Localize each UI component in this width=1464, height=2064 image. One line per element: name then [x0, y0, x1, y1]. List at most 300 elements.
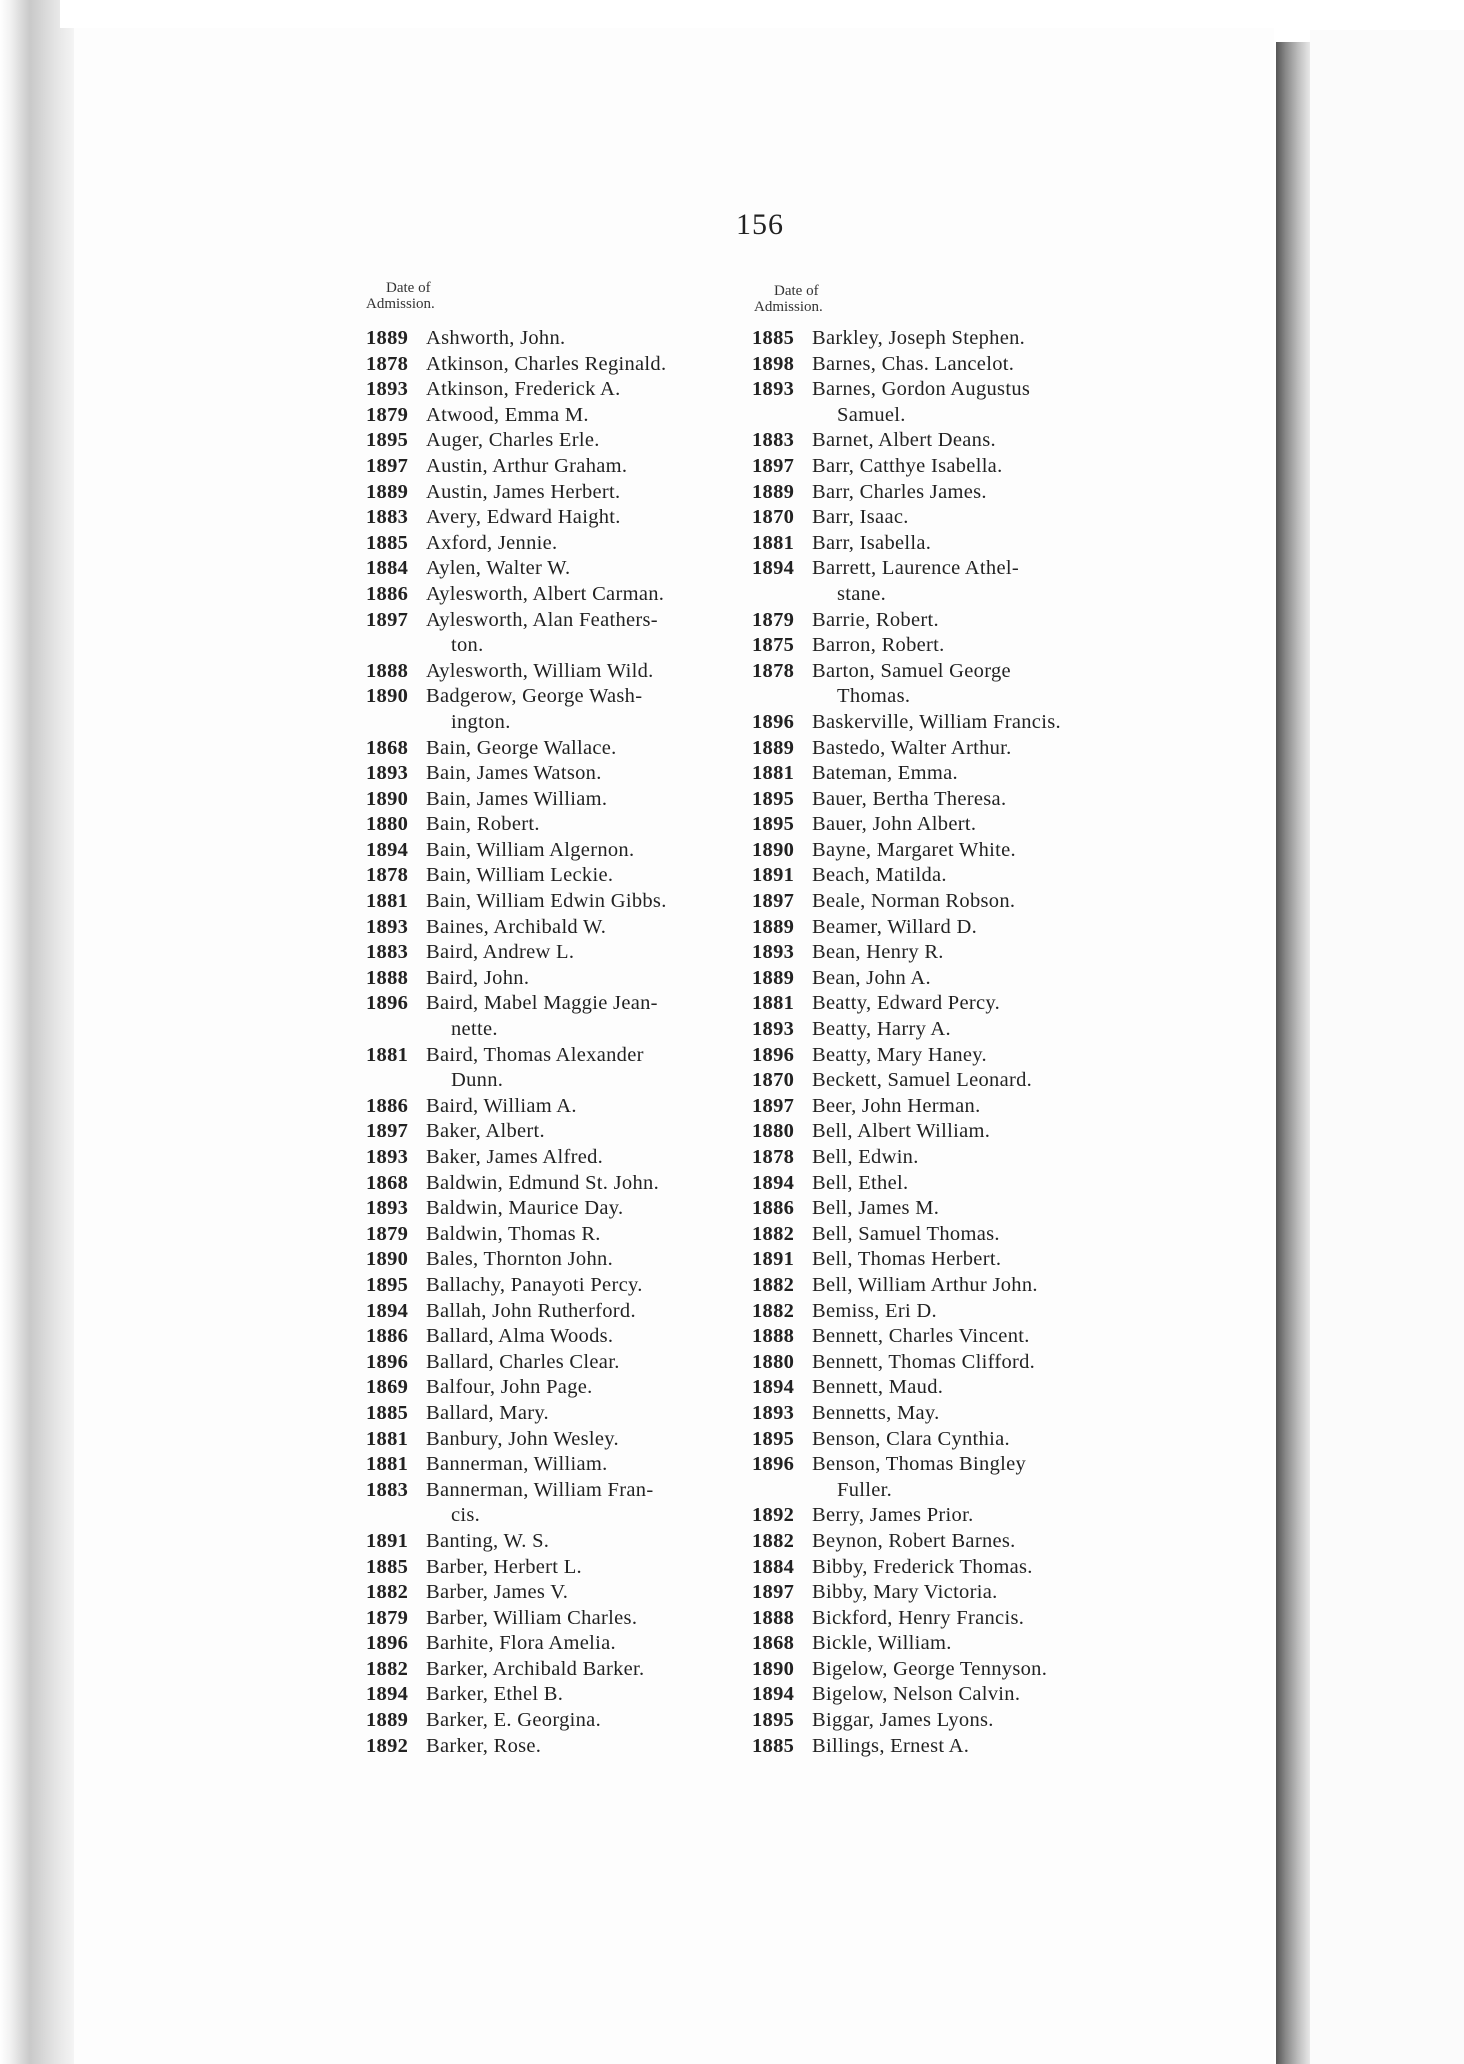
admission-year: 1895	[366, 1273, 409, 1296]
admission-year: 1893	[366, 1197, 409, 1220]
admission-year: 1894	[366, 838, 409, 861]
admission-year: 1885	[366, 531, 409, 554]
admission-year: 1889	[752, 966, 795, 989]
list-item	[752, 1682, 1142, 1708]
list-item	[366, 1043, 756, 1069]
member-name: Beach, Matilda.	[812, 864, 947, 887]
list-item	[752, 608, 1142, 634]
member-name: Baldwin, Maurice Day.	[426, 1197, 624, 1220]
member-name: Bennett, Charles Vincent.	[812, 1325, 1030, 1348]
member-name: Barhite, Flora Amelia.	[426, 1632, 616, 1655]
member-name: Bigelow, Nelson Calvin.	[812, 1683, 1021, 1706]
admission-year: 1895	[752, 1427, 795, 1450]
member-name: Bales, Thornton John.	[426, 1248, 613, 1271]
list-item	[366, 505, 756, 531]
member-name: Baird, Mabel Maggie Jean-	[426, 992, 658, 1015]
list-item	[366, 428, 756, 454]
member-name: Aylesworth, Albert Carman.	[426, 582, 665, 605]
admission-year: 1878	[752, 659, 795, 682]
list-item	[752, 1427, 1142, 1453]
admission-year: 1891	[752, 1248, 795, 1271]
member-name: Beer, John Herman.	[812, 1094, 981, 1117]
admission-year: 1880	[752, 1350, 795, 1373]
admission-year: 1893	[366, 378, 409, 401]
admission-year: 1886	[366, 1325, 409, 1348]
list-item	[752, 1503, 1142, 1529]
admission-year: 1882	[366, 1657, 409, 1680]
member-name: Atkinson, Frederick A.	[426, 378, 621, 401]
admission-year: 1894	[752, 1376, 795, 1399]
list-item	[752, 1734, 1142, 1760]
list-item	[752, 1222, 1142, 1248]
admission-year: 1888	[366, 966, 409, 989]
list-item	[366, 1299, 756, 1325]
list-item	[752, 480, 1142, 506]
admission-year: 1896	[366, 1632, 409, 1655]
admission-year: 1891	[366, 1529, 409, 1552]
admission-year: 1870	[752, 1069, 795, 1092]
list-item	[752, 838, 1142, 864]
admission-year: 1881	[366, 1453, 409, 1476]
list-item	[366, 787, 756, 813]
admission-year: 1895	[366, 429, 409, 452]
admission-year: 1897	[752, 454, 795, 477]
list-item	[752, 1555, 1142, 1581]
list-item	[366, 761, 756, 787]
member-name: Bastedo, Walter Arthur.	[812, 736, 1012, 759]
admission-year: 1868	[752, 1632, 795, 1655]
member-name: Bain, William Edwin Gibbs.	[426, 890, 667, 913]
member-name: Barnes, Chas. Lancelot.	[812, 352, 1015, 375]
list-item	[366, 1631, 756, 1657]
admission-year: 1882	[752, 1273, 795, 1296]
admission-year: 1894	[752, 1171, 795, 1194]
list-item	[752, 940, 1142, 966]
list-item	[752, 1119, 1142, 1145]
admission-year: 1897	[366, 608, 409, 631]
admission-year: 1893	[752, 1401, 795, 1424]
list-item	[366, 1682, 756, 1708]
list-item	[752, 1401, 1142, 1427]
list-item	[752, 787, 1142, 813]
list-item	[366, 1196, 756, 1222]
admission-year: 1890	[366, 787, 409, 810]
list-item	[366, 1580, 756, 1606]
admission-year: 1894	[366, 1683, 409, 1706]
list-item	[366, 812, 756, 838]
admission-year: 1885	[752, 1734, 795, 1757]
admission-year: 1897	[752, 1581, 795, 1604]
member-name: Ballard, Mary.	[426, 1401, 549, 1424]
list-item	[752, 633, 1142, 659]
list-item	[752, 966, 1142, 992]
member-name: Baldwin, Thomas R.	[426, 1222, 601, 1245]
list-item	[366, 1401, 756, 1427]
admission-year: 1880	[366, 813, 409, 836]
admission-year: 1886	[752, 1197, 795, 1220]
member-name: Bauer, Bertha Theresa.	[812, 787, 1007, 810]
list-item	[752, 377, 1142, 403]
member-name-continuation: cis.	[451, 1504, 481, 1527]
member-name: Beatty, Edward Percy.	[812, 992, 1001, 1015]
list-item	[752, 915, 1142, 941]
list-item	[752, 1529, 1142, 1555]
list-item	[366, 1734, 756, 1760]
member-name: Aylen, Walter W.	[426, 557, 571, 580]
list-item	[752, 1350, 1142, 1376]
list-item	[752, 556, 1142, 582]
list-item	[366, 531, 756, 557]
list-item	[752, 1375, 1142, 1401]
member-name: Barnes, Gordon Augustus	[812, 378, 1031, 401]
member-name: Beynon, Robert Barnes.	[812, 1529, 1016, 1552]
member-name: Axford, Jennie.	[426, 531, 558, 554]
admission-year: 1882	[752, 1529, 795, 1552]
list-item	[366, 1427, 756, 1453]
admission-year: 1895	[752, 1709, 795, 1732]
member-name: Bibby, Mary Victoria.	[812, 1581, 998, 1604]
list-item	[366, 556, 756, 582]
member-name: Benson, Thomas Bingley	[812, 1453, 1027, 1476]
list-item	[366, 1375, 756, 1401]
member-name-continuation: Dunn.	[451, 1069, 504, 1092]
list-item	[366, 1452, 756, 1478]
list-item	[752, 1452, 1142, 1478]
admission-year: 1892	[752, 1504, 795, 1527]
member-name: Bayne, Margaret White.	[812, 838, 1016, 861]
list-item	[366, 991, 756, 1017]
list-item	[366, 582, 756, 608]
list-item	[366, 736, 756, 762]
column-header-right	[754, 283, 823, 315]
admission-year: 1878	[366, 352, 409, 375]
list-item	[752, 1324, 1142, 1350]
list-item	[366, 1119, 756, 1145]
list-item	[752, 1145, 1142, 1171]
admission-year: 1892	[366, 1734, 409, 1757]
member-name: Billings, Ernest A.	[812, 1734, 970, 1757]
member-name: Baird, William A.	[426, 1094, 577, 1117]
admission-year: 1898	[752, 352, 795, 375]
admission-year: 1894	[752, 557, 795, 580]
list-item	[366, 966, 756, 992]
admission-year: 1894	[752, 1683, 795, 1706]
member-name: Bannerman, William.	[426, 1453, 608, 1476]
admission-year: 1893	[752, 378, 795, 401]
member-name: Bell, Samuel Thomas.	[812, 1222, 1000, 1245]
admission-year: 1878	[366, 864, 409, 887]
list-item	[752, 1299, 1142, 1325]
member-name: Austin, James Herbert.	[426, 480, 621, 503]
facing-page	[1310, 30, 1464, 2064]
admission-year: 1868	[366, 1171, 409, 1194]
member-name: Baker, James Alfred.	[426, 1146, 604, 1168]
admission-year: 1884	[752, 1555, 795, 1578]
member-name: Bauer, John Albert.	[812, 813, 977, 836]
member-name: Barrie, Robert.	[812, 608, 939, 631]
admission-year: 1896	[752, 1043, 795, 1066]
list-item	[752, 352, 1142, 378]
admission-year: 1882	[366, 1581, 409, 1604]
list-item	[366, 940, 756, 966]
member-name: Ashworth, John.	[426, 327, 566, 349]
admission-year: 1883	[366, 1478, 409, 1501]
admission-year: 1878	[752, 1146, 795, 1168]
member-name: Bennett, Maud.	[812, 1376, 944, 1399]
member-name: Bemiss, Eri D.	[812, 1299, 937, 1322]
member-name: Benson, Clara Cynthia.	[812, 1427, 1010, 1450]
admission-year: 1891	[752, 864, 795, 887]
admission-year: 1883	[366, 506, 409, 529]
list-item	[752, 1606, 1142, 1632]
admission-year: 1895	[752, 787, 795, 810]
list-item	[366, 377, 756, 403]
list-item	[752, 1657, 1142, 1683]
member-name: Barker, Archibald Barker.	[426, 1657, 645, 1680]
list-item	[752, 1094, 1142, 1120]
list-item	[366, 915, 756, 941]
member-name: Auger, Charles Erle.	[426, 429, 600, 452]
list-item	[366, 1171, 756, 1197]
member-name: Bain, George Wallace.	[426, 736, 617, 759]
member-name: Bickford, Henry Francis.	[812, 1606, 1025, 1629]
member-name: Barker, E. Georgina.	[426, 1709, 602, 1732]
member-name: Barr, Isaac.	[812, 506, 909, 529]
list-item	[366, 1273, 756, 1299]
member-name: Barker, Rose.	[426, 1734, 542, 1757]
member-name: Aylesworth, William Wild.	[426, 659, 654, 682]
member-name: Bain, William Leckie.	[426, 864, 614, 887]
member-name: Bain, William Algernon.	[426, 838, 635, 861]
member-name: Bean, John A.	[812, 966, 931, 989]
list-item	[366, 1606, 756, 1632]
list-item	[366, 1324, 756, 1350]
member-name: Baines, Archibald W.	[426, 915, 607, 938]
member-name: Baker, Albert.	[426, 1120, 545, 1143]
list-item	[366, 1529, 756, 1555]
admission-year: 1889	[752, 736, 795, 759]
member-name: Beamer, Willard D.	[812, 915, 978, 938]
list-item	[366, 1478, 756, 1504]
admission-year: 1881	[752, 992, 795, 1015]
member-name: Atwood, Emma M.	[426, 403, 589, 426]
list-item	[752, 1196, 1142, 1222]
admission-year: 1897	[366, 1120, 409, 1143]
list-item	[366, 1555, 756, 1581]
member-name: Barr, Isabella.	[812, 531, 932, 554]
admissions-column-right	[752, 326, 1142, 1759]
column-header-line2: Admission.	[366, 296, 435, 312]
member-name: Bain, James William.	[426, 787, 608, 810]
list-item	[366, 1657, 756, 1683]
admission-year: 1879	[752, 608, 795, 631]
list-item	[752, 1273, 1142, 1299]
list-item	[752, 454, 1142, 480]
list-item	[752, 659, 1142, 685]
list-item	[752, 531, 1142, 557]
admission-year: 1883	[752, 429, 795, 452]
admission-year: 1896	[752, 1453, 795, 1476]
admission-year: 1886	[366, 1094, 409, 1117]
member-name: Atkinson, Charles Reginald.	[426, 352, 667, 375]
member-name: Banting, W. S.	[426, 1529, 550, 1552]
book-gutter-left	[0, 0, 74, 2064]
member-name: Barr, Charles James.	[812, 480, 987, 503]
admission-year: 1893	[752, 941, 795, 964]
list-item	[366, 454, 756, 480]
list-item	[366, 889, 756, 915]
list-item	[366, 480, 756, 506]
admission-year: 1896	[366, 992, 409, 1015]
list-item	[752, 1247, 1142, 1273]
column-header-line2: Admission.	[754, 299, 823, 315]
admission-year: 1882	[752, 1222, 795, 1245]
list-item	[366, 1708, 756, 1734]
list-item	[366, 1350, 756, 1376]
member-name: Barr, Catthye Isabella.	[812, 454, 1003, 477]
admission-year: 1879	[366, 403, 409, 426]
member-name: Bell, Albert William.	[812, 1120, 991, 1143]
member-name: Avery, Edward Haight.	[426, 506, 621, 529]
list-item	[366, 608, 756, 634]
member-name: Bell, Edwin.	[812, 1146, 919, 1168]
list-item	[752, 736, 1142, 762]
admission-year: 1890	[366, 685, 409, 708]
member-name: Barnet, Albert Deans.	[812, 429, 996, 452]
member-name: Barton, Samuel George	[812, 659, 1011, 682]
admission-year: 1889	[752, 915, 795, 938]
book-gutter-right	[1276, 42, 1310, 2064]
list-item	[752, 812, 1142, 838]
member-name: Barber, James V.	[426, 1581, 569, 1604]
member-name-continuation: Samuel.	[837, 403, 906, 426]
admission-year: 1881	[752, 531, 795, 554]
member-name: Bigelow, George Tennyson.	[812, 1657, 1048, 1680]
member-name: Baird, Thomas Alexander	[426, 1043, 644, 1066]
member-name: Bateman, Emma.	[812, 762, 958, 785]
member-name: Bell, Thomas Herbert.	[812, 1248, 1002, 1271]
admission-year: 1889	[366, 480, 409, 503]
member-name: Aylesworth, Alan Feathers-	[426, 608, 658, 631]
member-name: Badgerow, George Wash-	[426, 685, 643, 708]
member-name-continuation: nette.	[451, 1018, 498, 1041]
member-name: Beckett, Samuel Leonard.	[812, 1069, 1033, 1092]
admissions-column-left	[366, 326, 756, 1759]
admission-year: 1870	[752, 506, 795, 529]
member-name: Bean, Henry R.	[812, 941, 944, 964]
list-item	[366, 659, 756, 685]
admission-year: 1897	[752, 890, 795, 913]
member-name: Bannerman, William Fran-	[426, 1478, 654, 1501]
admission-year: 1888	[752, 1325, 795, 1348]
list-item	[752, 991, 1142, 1017]
member-name: Barber, William Charles.	[426, 1606, 638, 1629]
list-item	[752, 1017, 1142, 1043]
member-name: Bickle, William.	[812, 1632, 952, 1655]
member-name: Balfour, John Page.	[426, 1376, 593, 1399]
list-item	[366, 684, 756, 710]
member-name: Barker, Ethel B.	[426, 1683, 564, 1706]
member-name: Ballard, Charles Clear.	[426, 1350, 620, 1373]
member-name: Bain, James Watson.	[426, 762, 602, 785]
admission-year: 1888	[366, 659, 409, 682]
admission-year: 1885	[366, 1555, 409, 1578]
column-header-left	[366, 280, 435, 312]
admission-year: 1884	[366, 557, 409, 580]
admission-year: 1893	[366, 1146, 409, 1168]
admission-year: 1881	[366, 890, 409, 913]
member-name: Bell, Ethel.	[812, 1171, 909, 1194]
member-name-continuation: Thomas.	[837, 685, 911, 708]
list-item	[366, 1222, 756, 1248]
member-name: Beatty, Harry A.	[812, 1018, 951, 1041]
admission-year: 1885	[752, 327, 795, 349]
member-name: Barber, Herbert L.	[426, 1555, 582, 1578]
list-item	[366, 838, 756, 864]
admission-year: 1897	[752, 1094, 795, 1117]
list-item	[366, 326, 756, 352]
member-name: Baird, Andrew L.	[426, 941, 575, 964]
list-item	[366, 1247, 756, 1273]
list-item	[752, 1631, 1142, 1657]
member-name: Ballard, Alma Woods.	[426, 1325, 614, 1348]
admission-year: 1868	[366, 736, 409, 759]
admission-year: 1889	[366, 327, 409, 349]
admission-year: 1896	[366, 1350, 409, 1373]
list-item	[366, 863, 756, 889]
member-name: Baskerville, William Francis.	[812, 710, 1061, 733]
member-name: Bennett, Thomas Clifford.	[812, 1350, 1036, 1373]
admission-year: 1880	[752, 1120, 795, 1143]
list-item	[752, 505, 1142, 531]
member-name: Baldwin, Edmund St. John.	[426, 1171, 660, 1194]
admission-year: 1882	[752, 1299, 795, 1322]
admission-year: 1883	[366, 941, 409, 964]
admission-year: 1881	[366, 1427, 409, 1450]
admission-year: 1869	[366, 1376, 409, 1399]
list-item	[752, 1043, 1142, 1069]
admission-year: 1890	[752, 1657, 795, 1680]
admission-year: 1888	[752, 1606, 795, 1629]
column-header-line1: Date of	[774, 283, 819, 299]
member-name: Barkley, Joseph Stephen.	[812, 327, 1026, 349]
admission-year: 1886	[366, 582, 409, 605]
list-item	[752, 710, 1142, 736]
member-name: Berry, James Prior.	[812, 1504, 974, 1527]
admission-year: 1893	[366, 915, 409, 938]
list-item	[366, 1145, 756, 1171]
member-name: Biggar, James Lyons.	[812, 1709, 994, 1732]
admission-year: 1890	[366, 1248, 409, 1271]
list-item	[752, 1708, 1142, 1734]
admission-year: 1881	[366, 1043, 409, 1066]
list-item	[752, 326, 1142, 352]
page-number: 156	[736, 208, 784, 241]
book-edge-top	[60, 0, 1290, 28]
admission-year: 1879	[366, 1606, 409, 1629]
member-name: Bell, James M.	[812, 1197, 940, 1220]
member-name: Ballah, John Rutherford.	[426, 1299, 636, 1322]
member-name: Bibby, Frederick Thomas.	[812, 1555, 1033, 1578]
admission-year: 1893	[752, 1018, 795, 1041]
list-item	[752, 761, 1142, 787]
member-name: Austin, Arthur Graham.	[426, 454, 628, 477]
member-name: Ballachy, Panayoti Percy.	[426, 1273, 643, 1296]
member-name: Bain, Robert.	[426, 813, 540, 836]
admission-year: 1889	[752, 480, 795, 503]
member-name: Baird, John.	[426, 966, 530, 989]
list-item	[366, 352, 756, 378]
